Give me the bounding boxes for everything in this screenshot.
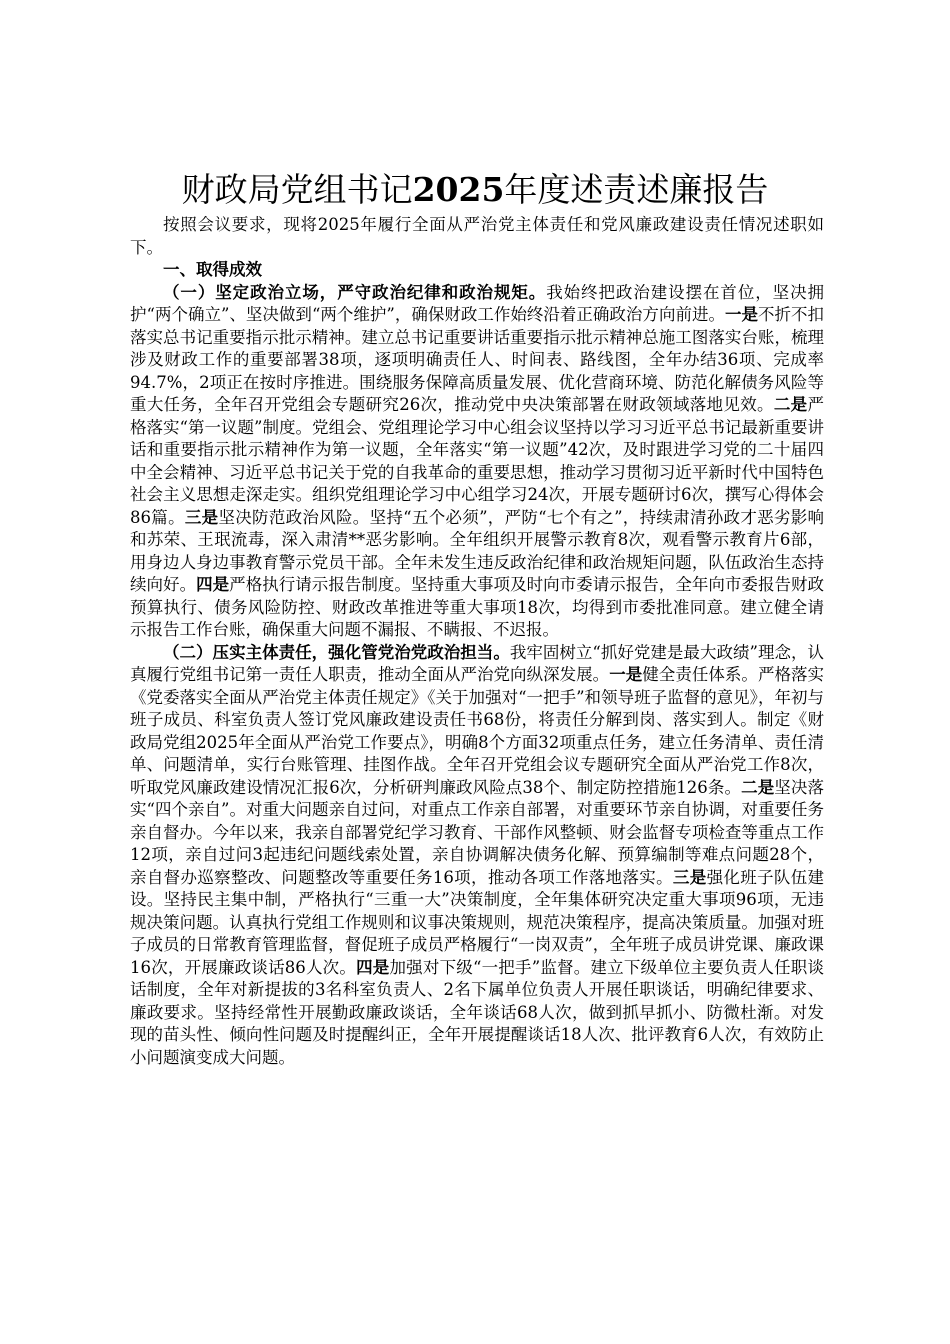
- paragraph-text: 严格落实“第一议题”制度。党组会、党组理论学习中心组会议坚持以学习习近平总书记最新重要讲话和重要指示批示精神作为第一议题，全年落实“第一议题”42次，及时跟进学习党的二十届四中全会精神、习近平总书记关于党的自我革命的重要思想，推动学习贯彻习近平新时代中国特色社会主义思想走深走实。组织党组理论学习中心组学习24次，开展专题研讨6次，撰写心得体会86篇。: [130, 395, 825, 527]
- paragraph-part-2: [130, 642, 824, 1070]
- ordinal-label: 四是: [356, 957, 390, 977]
- paragraph-text: 我始终把政治建设摆在首位，坚决拥护“两个确立”、坚决做到“两个维护”，确保财政工作始终沿着正确政治方向前进。: [130, 282, 825, 324]
- ordinal-label: 二是: [741, 777, 775, 797]
- paragraph-part-1: [130, 282, 824, 642]
- paragraph-text: 坚决防范政治风险。坚持“五个必须”，严防“七个有之”，持续肃清孙政才恶劣影响和苏荣、王珉流毒，深入肃清**恶劣影响。全年组织开展警示教育8次，观看警示教育片6部，用身边人身边事教育警示党员干部。全年未发生违反政治纪律和政治规矩问题，队伍政治生态持续向好。: [130, 507, 825, 594]
- document-body: [130, 214, 824, 1069]
- paragraph-text: 严格执行请示报告制度。坚持重大事项及时向市委请示报告，全年向市委报告财政预算执行、债务风险防控、财政改革推进等重大事项18次，均得到市委批准同意。建立健全请示报告工作台账，确保重大问题不漏报、不瞒报、不迟报。: [130, 575, 825, 639]
- paragraph-text: 加强对下级“一把手”监督。建立下级单位主要负责人任职谈话制度，全年对新提拔的3名科室负责人、2名下属单位负责人开展任职谈话，明确纪律要求、廉政要求。坚持经常性开展勤政廉政谈话，全年谈话68人次，做到抓早抓小、防微杜渐。对发现的苗头性、倾向性问题及时提醒纠正，全年开展提醒谈话18人次、批评教育6人次，有效防止小问题演变成大问题。: [130, 957, 825, 1067]
- ordinal-label: 三是: [672, 867, 707, 887]
- paragraph-text: 我牢固树立“抓好党建是最大政绩”理念，认真履行党组书记第一责任人职责，推动全面从严治党向纵深发展。: [130, 642, 824, 684]
- document-title: [130, 170, 820, 210]
- paragraph-text: 强化班子队伍建设。坚持民主集中制，严格执行“三重一大”决策制度，全年集体研究决定重大事项96项，无违规决策问题。认真执行党组工作规则和议事决策规则，规范决策程序，提高决策质量。加强对班子成员的日常教育管理监督，督促班子成员严格履行“一岗双责”，全年班子成员讲党课、廉政课16次，开展廉政谈话86人次。: [130, 867, 825, 977]
- paragraph-text: 坚决落实“四个亲自”。对重大问题亲自过问，对重点工作亲自部署，对重要环节亲自协调，对重要任务亲自督办。今年以来，我亲自部署党纪学习教育、干部作风整顿、财会监督专项检查等重点工作12项，亲自过问3起违纪问题线索处置，亲自协调解决债务化解、预算编制等难点问题28个，亲自督办巡察整改、问题整改等重要任务16项，推动各项工作落地落实。: [130, 777, 824, 887]
- ordinal-label: 三是: [184, 507, 219, 527]
- title-suffix: 年度述责述廉报告: [504, 170, 769, 209]
- part-heading: （一）坚定政治立场，严守政治纪律和政治规矩。: [163, 282, 547, 302]
- paragraph-text: 不折不扣落实总书记重要指示批示精神。建立总书记重要讲话重要指示批示精神总施工图落实台账，梳理涉及财政工作的重要部署38项，逐项明确责任人、时间表、路线图，全年办结36项、完成率94.7%，2项正在按时序推进。围绕服务保障高质量发展、优化营商环境、防范化解债务风险等重大任务，全年召开党组会专题研究26次，推动党中央决策部署在财政领域落地见效。: [130, 305, 825, 414]
- ordinal-label: 一是: [609, 665, 643, 684]
- intro-paragraph: 按照会议要求，现将2025年履行全面从严治党主体责任和党风廉政建设责任情况述职如下。: [130, 215, 824, 257]
- ordinal-label: 一是: [724, 305, 758, 324]
- ordinal-label: 二是: [773, 395, 808, 414]
- paragraph-text: 健全责任体系。严格落实《党委落实全面从严治党主体责任规定》《关于加强对“一把手”和领导班子监督的意见》，年初与班子成员、科室负责人签订党风廉政建设责任书68份，将责任分解到岗、落实到人。制定《财政局党组2025年全面从严治党工作要点》，明确8个方面32项重点任务，建立任务清单、责任清单、问题清单，实行台账管理、挂图作战。全年召开党组会议专题研究全面从严治党工作8次，听取党风廉政建设情况汇报6次，分析研判廉政风险点38个、制定防控措施126条。: [130, 665, 825, 797]
- part-heading: （二）压实主体责任，强化管党治党政治担当。: [163, 642, 510, 662]
- section-heading: 一、取得成效: [163, 260, 262, 279]
- title-prefix: 财政局党组书记: [181, 170, 413, 209]
- title-year: 2025: [412, 170, 505, 209]
- ordinal-label: 四是: [196, 575, 230, 594]
